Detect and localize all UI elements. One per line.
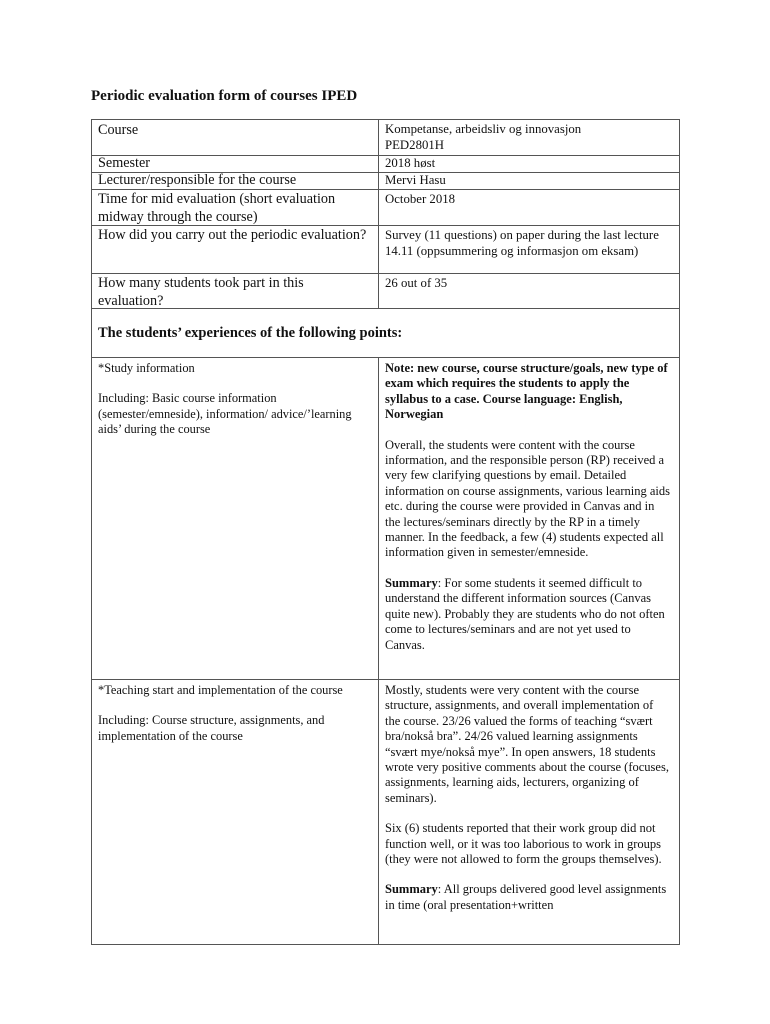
- summary-text: : For some students it seemed difficult to understand the different information sources (Canvas quite new). Probably they are students who do not often come to lectures/seminars and are not yet used to Canvas.: [385, 575, 665, 652]
- section-content: [379, 358, 677, 679]
- info-row-lecturer: [92, 173, 679, 190]
- value-line: PED2801H: [385, 138, 445, 152]
- section-summary: [385, 576, 671, 653]
- section-including: Including: Course structure, assignments, and implementation of the course: [98, 713, 325, 743]
- info-value: [379, 156, 677, 172]
- section-including: Including: Basic course information (semester/emneside), information/ advice/’learning aids’ during the course: [98, 391, 352, 437]
- info-label: Semester: [92, 156, 379, 172]
- section-title: *Study information: [98, 361, 195, 375]
- section-heading-row: [92, 309, 679, 358]
- info-label: Course: [92, 120, 379, 155]
- section-paragraph: Overall, the students were content with the course information, and the responsible person (RP) received a very few clarifying questions by email. Detailed information on course assignments, various learning aids etc. during the course were provided in Canvas and in the lectures/seminars directly by the RP in a timely manner. In the feedback, a few (4) students expected all information given in semester/emneside.: [385, 437, 671, 560]
- info-row-participants: [92, 274, 679, 309]
- value-line: October 2018: [385, 192, 456, 206]
- page-title: Periodic evaluation form of courses IPED: [91, 88, 358, 104]
- value-line: 2018 høst: [385, 156, 436, 170]
- section-teaching-start: [92, 680, 679, 945]
- info-value: [379, 226, 677, 273]
- evaluation-table: [91, 119, 680, 945]
- section-label: [92, 680, 379, 944]
- section-paragraph: Six (6) students reported that their work group did not function well, or it was too laborious to work in groups (they were not allowed to form the groups themselves).: [385, 821, 662, 867]
- section-paragraph: Mostly, students were very content with the course structure, assignments, and overall implementation of the course. 23/26 valued the forms of teaching “svært bra/nokså bra”. 24/26 valued learning assignments “svært mye/nokså mye”. In open answers, 18 students wrote very positive comments about the course (focuses, assignments, learning aids, lecturers, organizing of seminars).: [385, 683, 669, 805]
- info-row-semester: [92, 156, 679, 173]
- value-line: Survey (11 questions) on paper during the last lecture 14.11 (oppsummering og informasjon om eksam): [385, 228, 659, 258]
- info-value: [379, 274, 677, 308]
- info-label: Lecturer/responsible for the course: [92, 173, 379, 189]
- section-content: [379, 680, 677, 944]
- section-title: *Teaching start and implementation of the course: [98, 683, 343, 697]
- value-line: Kompetanse, arbeidsliv og innovasjon: [385, 122, 582, 136]
- info-label: How did you carry out the periodic evaluation?: [92, 226, 379, 273]
- info-value: [379, 190, 677, 225]
- info-value: [379, 120, 677, 155]
- summary-text: : All groups delivered good level assignments in time (oral presentation+written: [385, 882, 667, 912]
- summary-label: Summary: [385, 575, 438, 590]
- value-line: Mervi Hasu: [385, 173, 446, 187]
- info-label: Time for mid evaluation (short evaluation midway through the course): [92, 190, 379, 225]
- info-label: How many students took part in this evaluation?: [92, 274, 379, 308]
- info-value: [379, 173, 677, 189]
- section-note: [385, 361, 671, 423]
- section-heading: The students’ experiences of the following points:: [98, 325, 403, 341]
- section-summary: [385, 882, 671, 913]
- value-line: 26 out of 35: [385, 276, 448, 290]
- note-text: Note: new course, course structure/goals, new type of exam which requires the students to apply the syllabus to a case. Course language: English, Norwegian: [385, 361, 668, 422]
- info-row-method: [92, 226, 679, 274]
- info-row-course: [92, 120, 679, 156]
- info-row-mid-evaluation: [92, 190, 679, 226]
- summary-label: Summary: [385, 882, 438, 897]
- section-label: [92, 358, 379, 679]
- section-study-information: [92, 358, 679, 680]
